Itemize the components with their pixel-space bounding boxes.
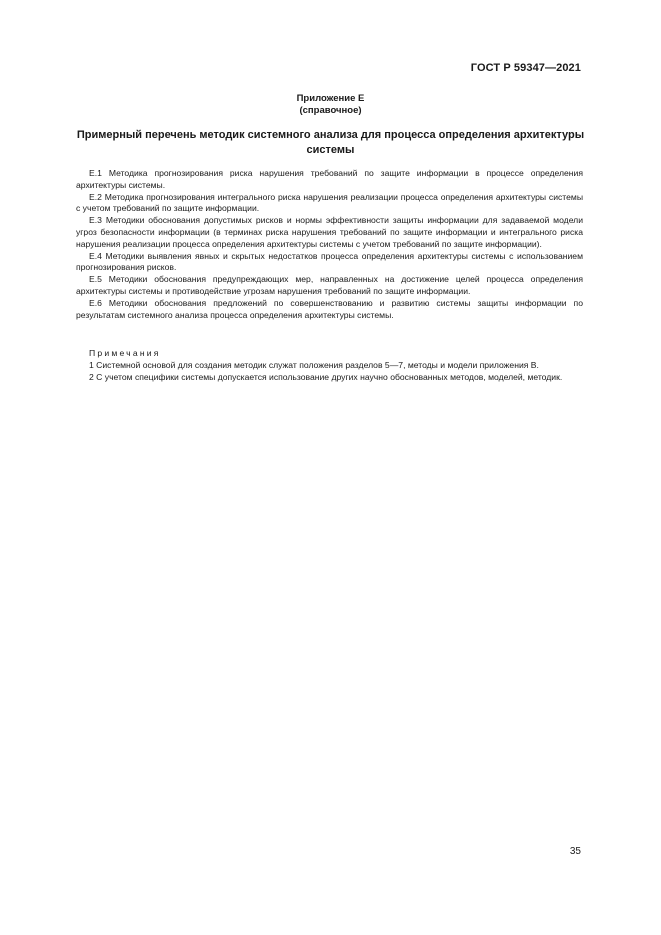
list-item — [76, 168, 583, 192]
note-number: 1 — [89, 359, 94, 370]
notes-block — [76, 348, 583, 383]
item-text: Методики обоснования допустимых рисков и нормы эффективности защиты информации для задаваемой модели угроз безопасности информации (в терминах риска нарушения требований по защите информации и интегрального риска нарушения реализации процесса определения архитектуры системы с учетом требований по защите информации). — [76, 215, 584, 249]
item-text: Методики обоснования предложений по совершенствованию и развитию системы защиты информации по результатам системного анализа процесса определения архитектуры системы. — [76, 297, 583, 320]
appendix-title: Примерный перечень методик системного анализа для процесса определения архитектуры системы — [76, 129, 585, 156]
note-number: 2 — [89, 371, 94, 382]
item-text: Методика прогнозирования риска нарушения требований по защите информации в процессе определения архитектуры системы. — [76, 168, 584, 190]
methods-list — [76, 168, 583, 321]
note-item — [76, 360, 583, 372]
notes-heading: Примечания — [89, 348, 161, 358]
item-number: Е.2 — [89, 191, 102, 202]
item-text: Методики обоснования предупреждающих мер, направленных на достижение целей процесса определения архитектуры системы и противодействие угрозам нарушения требований по защите информации. — [76, 274, 583, 296]
list-item — [76, 192, 583, 216]
note-item — [76, 372, 583, 384]
item-text: Методика прогнозирования интегрального риска нарушения реализации процесса определения архитектуры системы с учетом требований по защите информации. — [76, 191, 584, 214]
page-number: 35 — [569, 846, 581, 857]
note-text: Системной основой для создания методик служат положения разделов 5—7, методы и модели приложения В. — [96, 359, 539, 370]
standard-id: ГОСТ Р 59347—2021 — [470, 62, 581, 74]
appendix-label: Приложение Е — [296, 93, 365, 104]
note-text: С учетом специфики системы допускается использование других научно обоснованных методов, моделей, методик. — [96, 371, 563, 382]
list-item — [76, 298, 583, 322]
list-item — [76, 251, 583, 275]
item-text: Методики выявления явных и скрытых недостатков процесса определения архитектуры системы с использованием прогнозирования рисков. — [76, 250, 583, 273]
appendix-label-block — [0, 93, 661, 117]
item-number: Е.4 — [89, 250, 102, 261]
item-number: Е.5 — [89, 274, 102, 285]
item-number: Е.1 — [89, 168, 102, 178]
appendix-kind: (справочное) — [299, 105, 362, 116]
list-item — [76, 215, 583, 250]
list-item — [76, 274, 583, 298]
item-number: Е.3 — [89, 215, 102, 226]
item-number: Е.6 — [89, 297, 102, 308]
